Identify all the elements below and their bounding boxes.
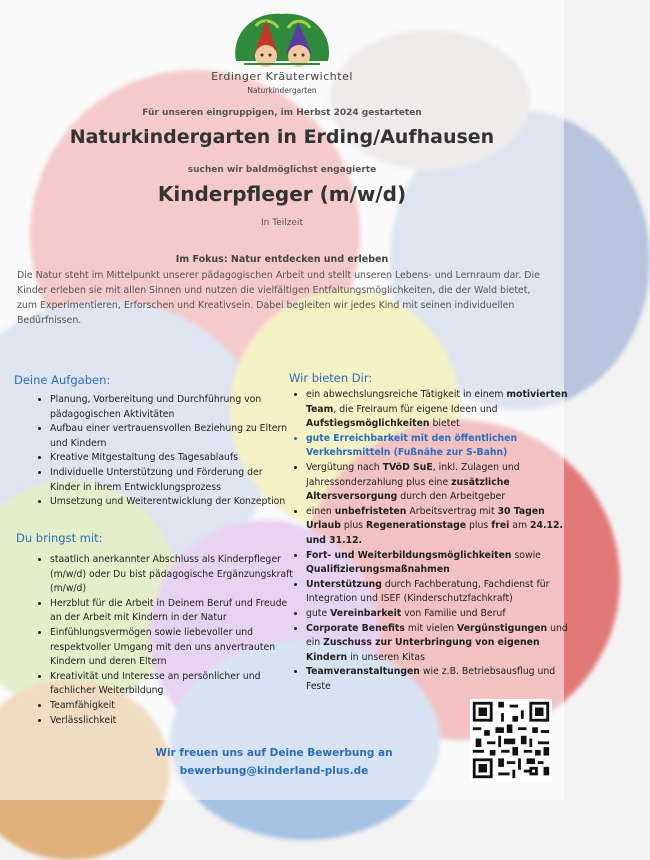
list-item: • ein abwechslungsreiche Tätigkeit in einem motivierten Team, die Freiraum für eigene Ideen und Aufstiegsmöglichkeiten bietet xyxy=(306,388,570,432)
brand-subtitle: Naturkindergarten xyxy=(247,86,317,95)
list-item: • Corporate Benefits mit vielen Vergünstigungen und ein Zuschuss zur Unterbringung von eigenen Kindern in unseren Kitas xyxy=(306,622,570,666)
intro-line: Für unseren eingruppigen, im Herbst 2024 gestarteten xyxy=(142,108,422,118)
requirements-title: Du bringst mit: xyxy=(16,531,103,545)
qr-code-icon[interactable] xyxy=(470,699,552,781)
benefits-title: Wir bieten Dir: xyxy=(289,371,373,385)
list-item: • Umsetzung und Weiterentwicklung der Konzeption xyxy=(50,495,290,510)
list-item: • Unterstützung durch Fachberatung, Fachdienst für Integration und ISEF (Kinderschutzfachkraft) xyxy=(306,578,570,607)
list-item: • einen unbefristeten Arbeitsvertrag mit 30 Tagen Urlaub plus Regenerationstage plus frei am 24.12. und 31.12. xyxy=(306,505,570,549)
job-title: Kinderpfleger (m/w/d) xyxy=(157,182,407,206)
list-item: • Herzblut für die Arbeit in Deinem Beruf und Freude an der Arbeit mit Kindern in der Natur xyxy=(50,597,296,626)
focus-title: Im Fokus: Natur entdecken und erleben xyxy=(175,254,389,265)
requirements-list xyxy=(34,553,296,728)
list-item: • Fort- und Weiterbildungsmöglichkeiten sowie Qualifizierungsmaßnahmen xyxy=(306,549,570,578)
list-item: • gute Erreichbarkeit mit den öffentlichen Verkehrsmitteln (Fußnähe zur S-Bahn) xyxy=(306,432,570,461)
focus-text: Die Natur steht im Mittelpunkt unserer pädagogischen Arbeit und stellt unseren Lebens- und Lernraum dar. Die Kinder erleben sie mit allen Sinnen und nutzen die vielfältigen Entfaltungsmöglichkeiten, die der Wald bietet, zum Experimentieren, Erforschen und Kreativsein. Dabei begleiten wir jedes Kind mit seinen individuellen Bedürfnissen. xyxy=(17,270,540,326)
list-item: • Kreative Mitgestaltung des Tagesablaufs xyxy=(50,451,290,466)
brand-name: Erdinger Kräuterwichtel xyxy=(211,70,353,83)
employment-type: In Teilzeit xyxy=(260,218,304,228)
list-item: • Verlässlichkeit xyxy=(50,714,296,729)
seeking-line: suchen wir baldmöglichst engagierte xyxy=(187,165,377,175)
list-item: • gute Vereinbarkeit von Familie und Beruf xyxy=(306,607,570,622)
list-item: • Vergütung nach TVöD SuE, inkl. Zulagen und Jahressonderzahlung plus eine zusätzliche Altersversorgung durch den Arbeitgeber xyxy=(306,461,570,505)
tasks-title: Deine Aufgaben: xyxy=(14,373,111,387)
list-item: • Teamveranstaltungen wie z.B. Betriebsausflug und Feste xyxy=(306,665,570,694)
benefits-list xyxy=(290,388,570,694)
list-item: • Planung, Vorbereitung und Durchführung von pädagogischen Aktivitäten xyxy=(50,393,290,422)
closing-text: Wir freuen uns auf Deine Bewerbung an xyxy=(155,747,393,759)
list-item: • Teamfähigkeit xyxy=(50,699,296,714)
tasks-list xyxy=(34,393,290,510)
list-item: • Individuelle Unterstützung und Förderung der Kinder in ihrem Entwicklungsprozess xyxy=(50,466,290,495)
list-item: • Einfühlungsvermögen sowie liebevoller und respektvoller Umgang mit den uns anvertrauten Kindern und deren Eltern xyxy=(50,626,296,670)
list-item: • Kreativität und Interesse an persönlicher und fachlicher Weiterbildung xyxy=(50,670,296,699)
application-email[interactable]: bewerbung@kinderland-plus.de xyxy=(179,765,369,777)
list-item: • Aufbau einer vertrauensvollen Beziehung zu Eltern und Kindern xyxy=(50,422,290,451)
list-item: • staatlich anerkannter Abschluss als Kinderpfleger (m/w/d) oder Du bist pädagogische Ergänzungskraft (m/w/d) xyxy=(50,553,296,597)
page-title: Naturkindergarten in Erding/Aufhausen xyxy=(69,126,495,148)
